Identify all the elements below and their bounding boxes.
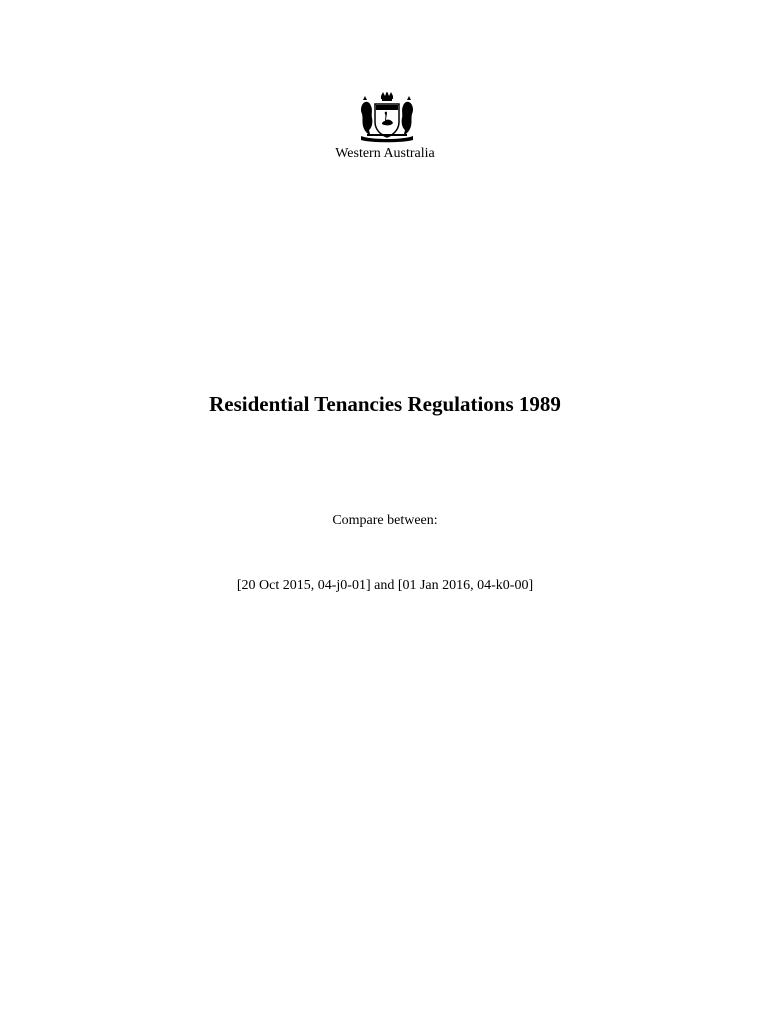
compare-label: Compare between: (332, 513, 438, 528)
document-title: Residential Tenancies Regulations 1989 (209, 392, 561, 416)
jurisdiction-label: Western Australia (335, 146, 435, 161)
compare-range: [20 Oct 2015, 04-j0-01] and [01 Jan 2016, 04-k0-00] (236, 578, 534, 593)
coat-of-arms-icon (355, 92, 419, 144)
